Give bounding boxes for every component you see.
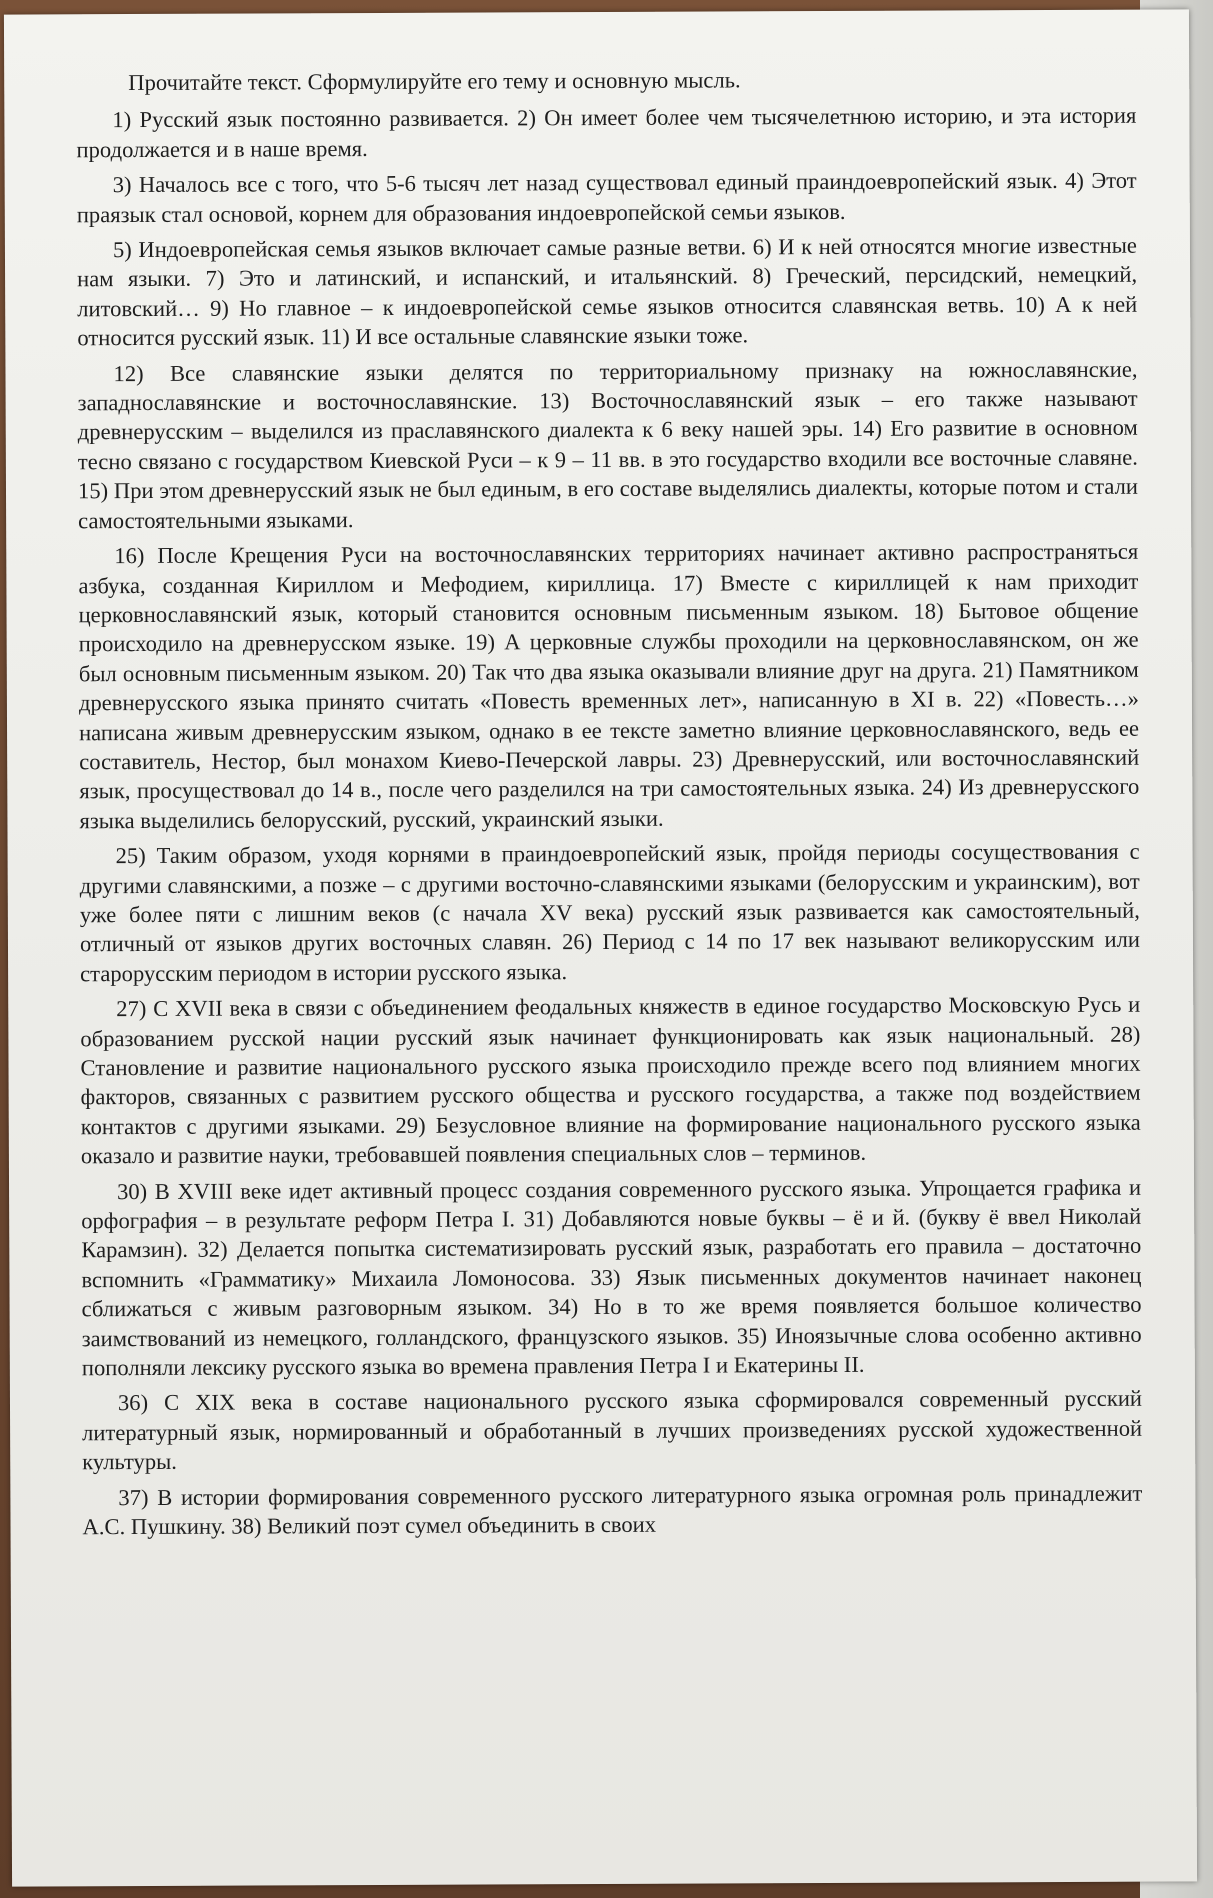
paragraph-7: 27) С XVII века в связи с объединением феодальных княжеств в единое государство Московскую Русь и образованием русской нации русский язык начинает функционировать как язык национальный. 28) Становление и развитие национального русского языка происходило прежде всего под влиянием многих факторов, связанных с развитием русского общества и русского государства, а также под воздействием контактов с другими языками. 29) Безусловное влияние на формирование национального русского языка оказало и развитие науки, требовавшей появления специальных слов – терминов. bbox=[80, 991, 1141, 1169]
paragraph-2: 3) Началось все с того, что 5-6 тысяч лет назад существовал единый праиндоевропейский язык. 4) Этот праязык стал основой, корнем для образования индоевропейской семьи языков. bbox=[76, 167, 1137, 227]
paragraph-3: 5) Индоевропейская семья языков включает самые разные ветви. 6) И к ней относятся многие известные нам языки. 7) Это и латинский, и испанский, и итальянский. 8) Греческий, персидский, немецкий, литовский… 9) Но главное – к индоевропейской семье языков относится славянская ветвь. 10) А к ней относится русский язык. 11) И все остальные славянские языки тоже. bbox=[77, 232, 1138, 351]
paragraph-6: 25) Таким образом, уходя корнями в праиндоевропейский язык, пройдя периоды сосуществования с другими славянскими, а позже – с другими восточно-славянскими языками (белорусским и украинским), вот уже более пяти с лишним веков (с начала XV века) русский язык развивается как самостоятельный, отличный от языков других восточных славян. 26) Период с 14 по 17 век называют великорусским или старорусским периодом в истории русского языка. bbox=[79, 838, 1141, 987]
paragraph-8: 30) В XVIII веке идет активный процесс создания современного русского языка. Упрощается графика и орфография – в результате реформ Петра I. 31) Добавляются новые буквы – ё и й. (букву ё ввел Николай Карамзин). 32) Делается попытка систематизировать русский язык, разработать его правила – достаточно вспомнить «Грамматику» Михаила Ломоносова. 33) Язык письменных документов начинает наконец сближаться с живым разговорным языком. 34) Но в то же время появляется большое количество заимствований из немецкого, голландского, французского языков. 35) Иноязычные слова особенно активно пополняли лексику русского языка во времена правления Петра I и Екатерины II. bbox=[81, 1174, 1142, 1381]
paragraph-5: 16) После Крещения Руси на восточнославянских территориях начинает активно распространяться азбука, созданная Кириллом и Мефодием, кириллица. 17) Вместе с кириллицей к нам приходит церковнославянский язык, который становится основным письменным языком. 18) Бытовое общение происходило на древнерусском языке. 19) А церковные службы проходили на церковнославянском, он же был основным письменным языком. 20) Так что два языка оказывали влияние друг на друга. 21) Памятником древнерусского языка принято считать «Повесть временных лет», написанную в XI в. 22) «Повесть…» написана живым древнерусским языком, однако в ее тексте заметно влияние церковнославянского, ведь ее составитель, Нестор, был монахом Киево-Печерской лавры. 23) Древнерусский, или восточнославянский язык, просуществовал до 14 в., после чего разделился на три самостоятельных языка. 24) Из древнерусского языка выделились белорусский, русский, украинский языки. bbox=[78, 538, 1140, 834]
paragraph-1: 1) Русский язык постоянно развивается. 2) Он имеет более чем тысячелетнюю историю, и эта история продолжается и в наше время. bbox=[76, 103, 1137, 163]
paragraph-4: 12) Все славянские языки делятся по территориальному признаку на южнославянские, западнославянские и восточнославянские. 13) Восточнославянский язык – его также называют древнерусским – выделился из праславянского диалекта к 6 веку нашей эры. 14) Его развитие в основном тесно связано с государством Киевской Руси – к 9 – 11 вв. в это государство входили все восточные славяне. 15) При этом древнерусский язык не был единым, в его составе выделялись диалекты, которые потом и стали самостоятельными языками. bbox=[77, 356, 1139, 533]
document-body bbox=[76, 64, 1142, 1548]
paper-sheet bbox=[4, 9, 1197, 1886]
paragraph-10: 37) В истории формирования современного русского литературного языка огромная роль принадлежит А.С. Пушкину. 38) Великий поэт сумел объединить в своих bbox=[82, 1480, 1143, 1540]
task-instruction: Прочитайте текст. Сформулируйте его тему и основную мысль. bbox=[128, 67, 741, 96]
paragraph-9: 36) С XIX века в составе национального русского языка сформировался современный русский литературный язык, нормированный и обработанный в лучших произведениях русской художественной культуры. bbox=[82, 1386, 1143, 1475]
